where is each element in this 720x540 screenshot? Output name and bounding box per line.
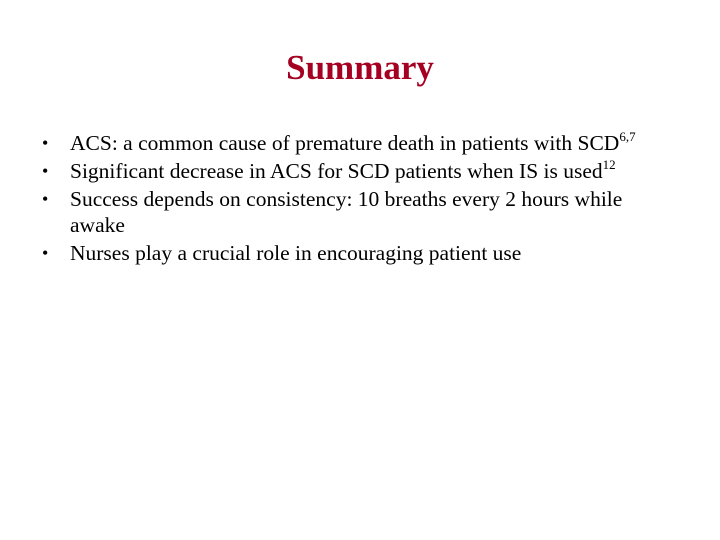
slide-title: Summary — [286, 48, 434, 87]
bullet-item-consistency — [42, 186, 682, 238]
bullet-item-acs-cause — [42, 130, 682, 156]
bullet-text: Nurses play a crucial role in encouraging patient use — [70, 241, 522, 265]
bullet-text: ACS: a common cause of premature death in patients with SCD — [70, 131, 620, 155]
bullet-item-nurses-role — [42, 240, 682, 266]
bullet-icon: • — [42, 243, 49, 263]
citation-superscript: 6,7 — [619, 128, 636, 144]
bullet-icon: • — [42, 189, 49, 209]
bullet-icon: • — [42, 161, 49, 181]
bullet-list — [42, 130, 682, 268]
bullet-icon: • — [42, 133, 49, 153]
bullet-text: Success depends on consistency: 10 breaths every 2 hours while awake — [70, 187, 623, 237]
citation-superscript: 12 — [602, 156, 616, 172]
bullet-item-acs-decrease — [42, 158, 682, 184]
bullet-text: Significant decrease in ACS for SCD patients when IS is used — [70, 159, 603, 183]
